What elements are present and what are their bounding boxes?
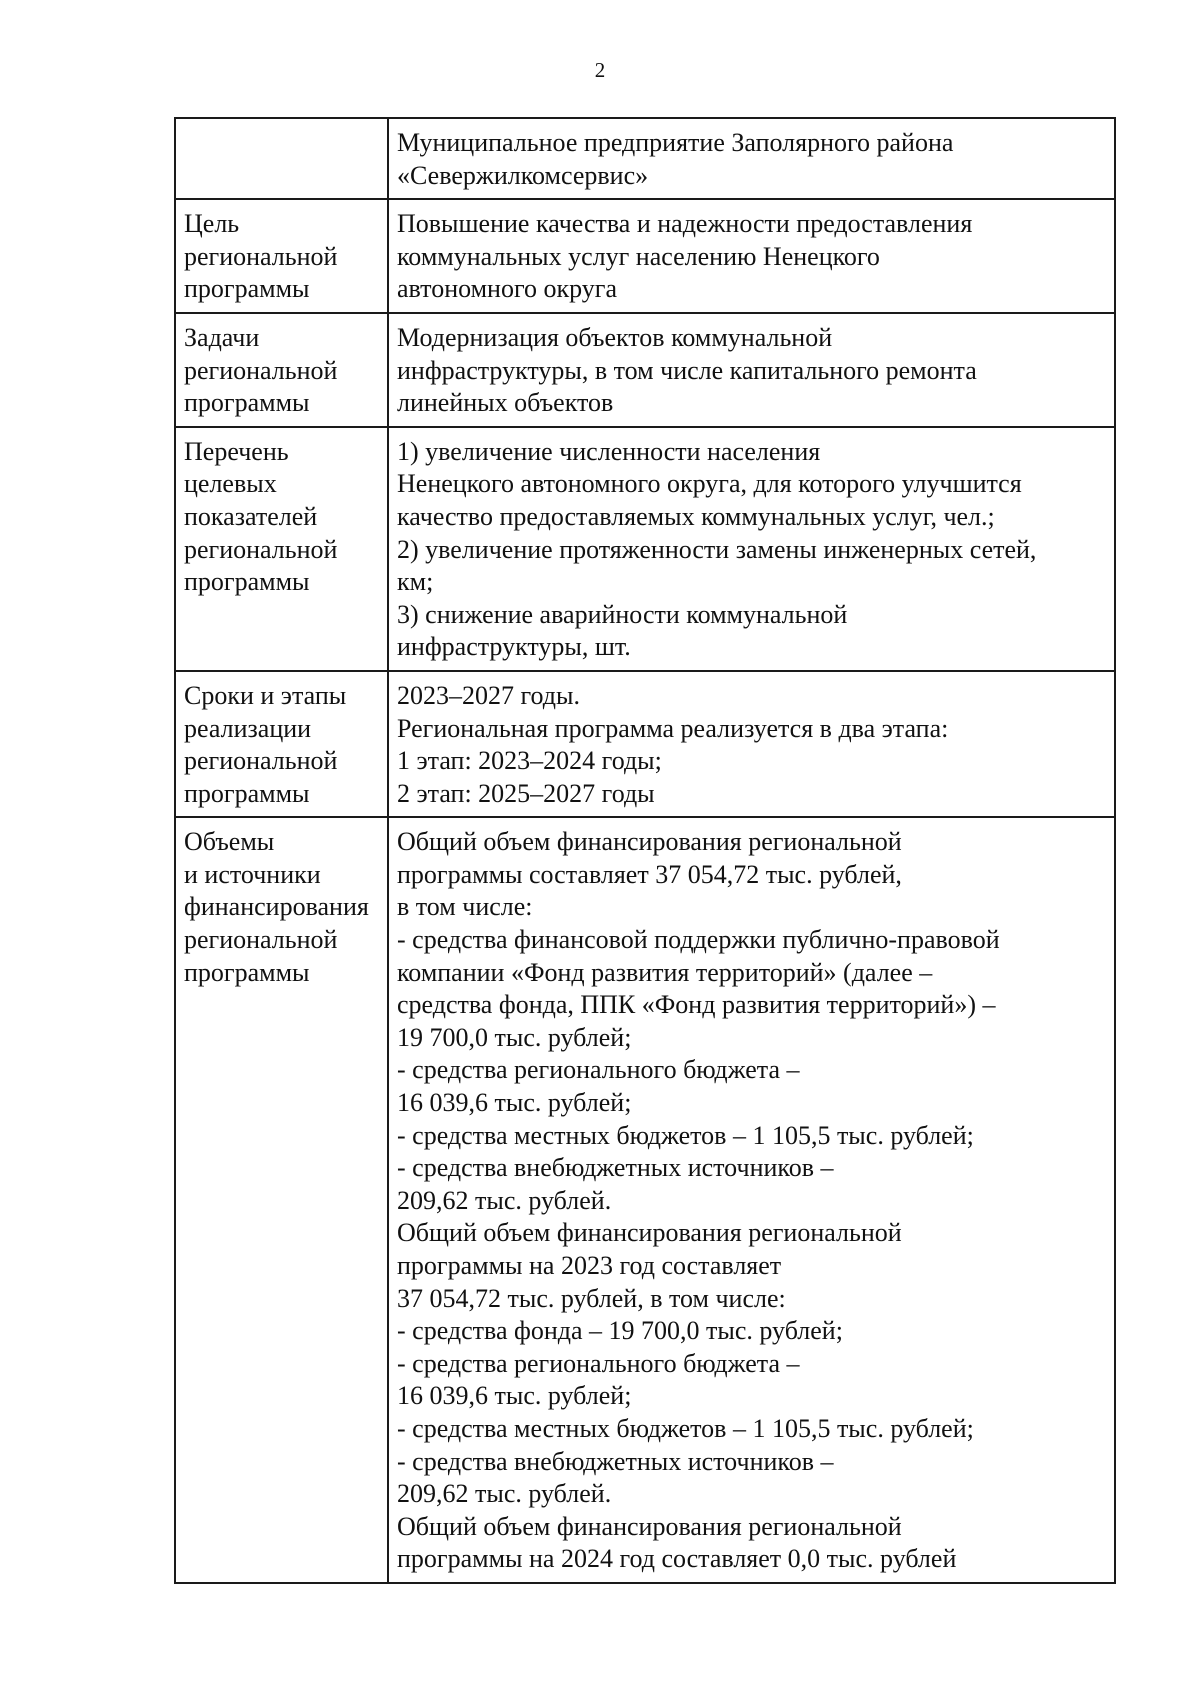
value-line: линейных объектов [397,388,614,418]
value-line: 16 039,6 тыс. рублей; [397,1088,632,1118]
value-line: 3) снижение аварийности коммунальной [397,599,848,629]
value-line: 2) увеличение протяженности замены инженерных сетей, [397,534,1037,564]
label-line: реализации [184,713,312,743]
value-line: программы составляет 37 054,72 тыс. рублей, [397,859,902,889]
passport-table-body [175,118,1115,1583]
label-line: региональной [184,241,338,271]
label-line: программы [184,778,310,808]
value-line: 209,62 тыс. рублей. [397,1185,612,1215]
value-line: 1 этап: 2023–2024 годы; [397,746,662,776]
value-line: Муниципальное предприятие Заполярного района [397,128,954,157]
value-line: Общий объем финансирования региональной [397,827,902,857]
table-row [175,313,1115,427]
table-row [175,817,1115,1583]
value-line: - средства внебюджетных источников – [397,1153,834,1183]
label-line: программы [184,388,310,418]
value-line: компании «Фонд развития территорий» (далее – [397,957,933,987]
row-value-cell [388,313,1115,427]
table-row [175,118,1115,199]
table-row [175,199,1115,313]
value-line: качество предоставляемых коммунальных услуг, чел.; [397,501,995,531]
value-line: 2023–2027 годы. [397,680,580,710]
value-line: - средства фонда – 19 700,0 тыс. рублей; [397,1316,843,1346]
label-line: программы [184,274,310,304]
value-line: коммунальных услуг населению Ненецкого [397,241,880,271]
value-line: 19 700,0 тыс. рублей; [397,1022,632,1052]
value-line: «Севержилкомсервис» [397,160,649,190]
label-line: программы [184,567,310,597]
row-label-cell [175,671,388,817]
row-label-cell [175,817,388,1583]
row-value-cell [388,427,1115,671]
value-line: - средства финансовой поддержки публично-правовой [397,925,1000,955]
label-line: региональной [184,746,338,776]
value-line: инфраструктуры, шт. [397,632,631,662]
row-label-cell [175,313,388,427]
value-line: средства фонда, ППК «Фонд развития территорий») – [397,990,996,1020]
value-line: Повышение качества и надежности предоставления [397,209,973,239]
row-label-cell [175,118,388,199]
row-value-cell [388,817,1115,1583]
label-line: и источники [184,859,321,889]
value-line: автономного округа [397,274,617,304]
value-line: в том числе: [397,892,533,922]
value-line: 1) увеличение численности населения [397,436,821,466]
value-line: км; [397,567,434,597]
label-line: Объемы [184,827,275,857]
value-line: инфраструктуры, в том числе капитального ремонта [397,355,977,385]
value-line: - средства регионального бюджета – [397,1348,800,1378]
label-line: финансирования [184,892,369,922]
value-line: 16 039,6 тыс. рублей; [397,1381,632,1411]
page-number: 2 [594,58,606,82]
label-line: Задачи [184,322,260,352]
row-value-cell [388,199,1115,313]
row-label-cell [175,427,388,671]
value-line: - средства внебюджетных источников – [397,1446,834,1476]
value-line: программы на 2024 год составляет 0,0 тыс. рублей [397,1544,957,1574]
value-line: Общий объем финансирования региональной [397,1511,902,1541]
label-line: целевых [184,469,277,499]
label-line: показателей [184,501,318,531]
label-line: региональной [184,534,338,564]
value-line: Региональная программа реализуется в два этапа: [397,713,949,743]
value-line: Общий объем финансирования региональной [397,1218,902,1248]
table-row [175,671,1115,817]
label-line: Сроки и этапы [184,680,347,710]
row-label-cell [175,199,388,313]
value-line: - средства регионального бюджета – [397,1055,800,1085]
program-passport-table [174,117,1116,1584]
label-line: региональной [184,925,338,955]
label-line: Перечень [184,436,289,466]
row-value-cell [388,118,1115,199]
value-line: Ненецкого автономного округа, для которого улучшится [397,469,1022,499]
value-line: Модернизация объектов коммунальной [397,322,833,352]
value-line: 209,62 тыс. рублей. [397,1479,612,1509]
row-value-cell [388,671,1115,817]
value-line: 37 054,72 тыс. рублей, в том числе: [397,1283,786,1313]
label-line: программы [184,957,310,987]
label-line: региональной [184,355,338,385]
value-line: - средства местных бюджетов – 1 105,5 тыс. рублей; [397,1120,974,1150]
value-line: программы на 2023 год составляет [397,1251,782,1280]
table-row [175,427,1115,671]
value-line: - средства местных бюджетов – 1 105,5 тыс. рублей; [397,1413,974,1443]
value-line: 2 этап: 2025–2027 годы [397,778,655,808]
label-line: Цель [184,209,240,239]
